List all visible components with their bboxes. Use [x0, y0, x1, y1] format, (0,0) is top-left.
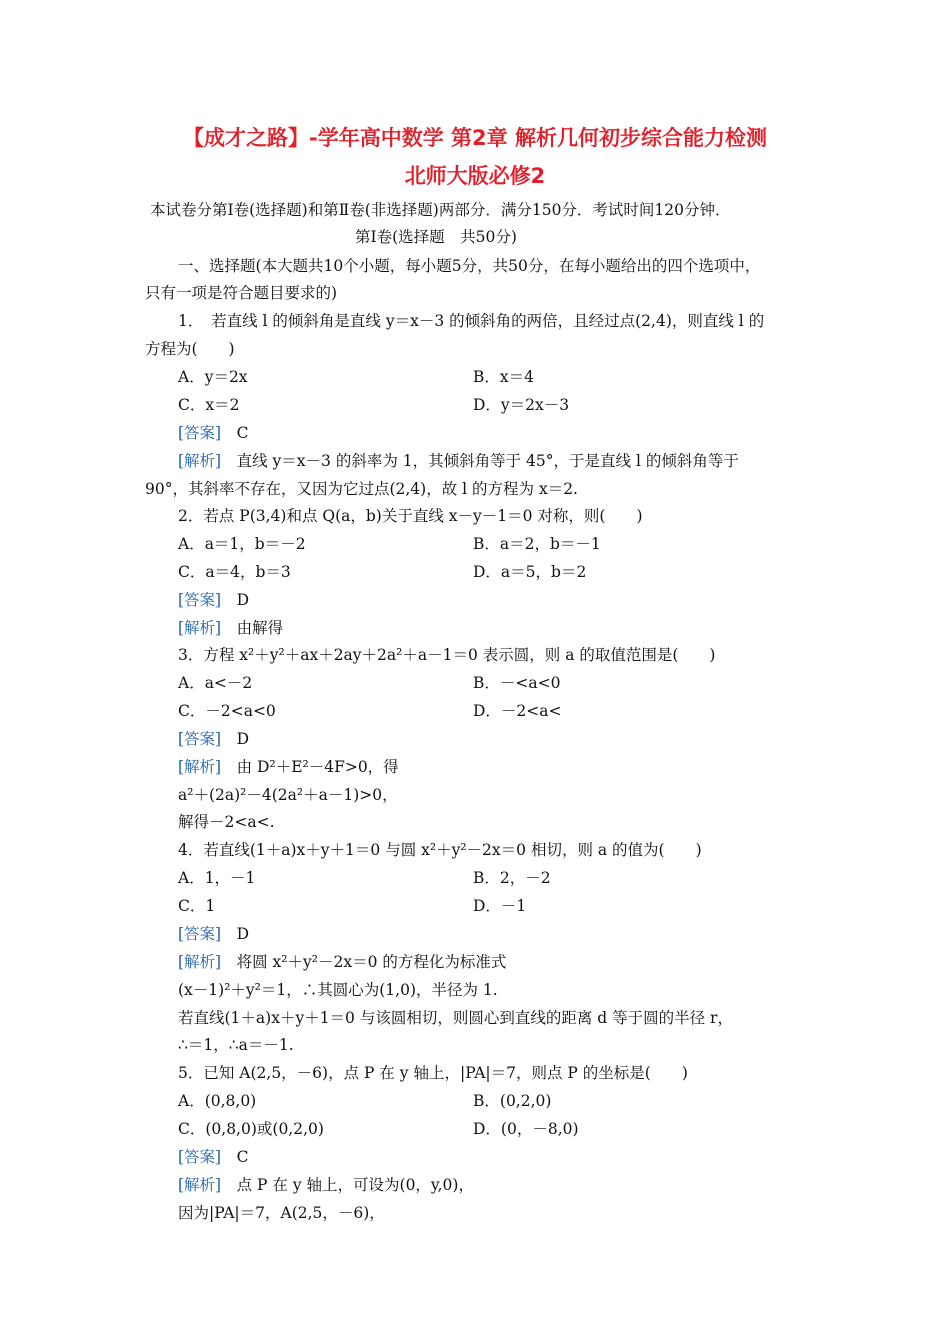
q5-option-c: C．(0,8,0)或(0,2,0)	[178, 1120, 324, 1138]
q2-analysis	[178, 618, 283, 638]
answer-tag: [答案]	[178, 925, 222, 943]
q5-answer-value: C	[236, 1148, 249, 1166]
q1-analysis-line1	[178, 451, 739, 471]
q3-answer	[178, 729, 249, 749]
q5-option-d: D．(0，－8,0)	[473, 1120, 579, 1138]
analysis-tag: [解析]	[178, 452, 222, 470]
q4-option-b: B．2，－2	[473, 869, 551, 887]
q1-option-c: C．x＝2	[178, 396, 240, 414]
q5-option-b: B．(0,2,0)	[473, 1092, 552, 1110]
q4-answer	[178, 924, 249, 944]
q3-answer-value: D	[236, 730, 250, 748]
answer-tag: [答案]	[178, 1148, 222, 1166]
doc-title-line1: 【成才之路】-学年高中数学 第2章 解析几何初步综合能力检测	[183, 126, 767, 150]
analysis-tag: [解析]	[178, 953, 222, 971]
q3-option-b: B．－<a<0	[473, 674, 561, 692]
q2-answer	[178, 590, 249, 610]
answer-tag: [答案]	[178, 730, 222, 748]
q3-option-c: C．－2<a<0	[178, 702, 276, 720]
section1-line1: 一、选择题(本大题共10个小题，每小题5分，共50分，在每小题给出的四个选项中，	[178, 257, 761, 275]
q3-option-a: A．a<－2	[178, 674, 253, 692]
q4-option-d: D．－1	[473, 897, 527, 915]
q4-answer-value: D	[236, 925, 250, 943]
q4-option-c: C．1	[178, 897, 216, 915]
q1-option-b: B．x＝4	[473, 368, 534, 386]
q1-analysis-line2: 90°，其斜率不存在，又因为它过点(2,4)，故 l 的方程为 x＝2.	[145, 480, 578, 498]
analysis-tag: [解析]	[178, 758, 222, 776]
q2-analysis-text: 由解得	[236, 619, 284, 637]
q4-analysis-line3: 若直线(1＋a)x＋y＋1＝0 与该圆相切，则圆心到直线的距离 d 等于圆的半径 r，	[178, 1009, 733, 1027]
q2-option-a: A．a＝1，b＝－2	[178, 535, 306, 553]
q3-analysis-line2: a²＋(2a)²－4(2a²＋a－1)>0，	[178, 786, 398, 804]
q4-stem: 4．若直线(1＋a)x＋y＋1＝0 与圆 x²＋y²－2x＝0 相切，则 a 的值为( )	[178, 841, 702, 859]
q2-option-b: B．a＝2，b＝－1	[473, 535, 601, 553]
q4-analysis-line4: ∴＝1，∴a＝－1.	[178, 1036, 294, 1054]
q4-analysis-line2: (x－1)²＋y²＝1，∴其圆心为(1,0)，半径为 1.	[178, 981, 498, 999]
q3-analysis-line1	[178, 757, 399, 777]
q2-answer-value: D	[236, 591, 250, 609]
q5-analysis-text1: 点 P 在 y 轴上，可设为(0，y,0)，	[236, 1176, 474, 1194]
q5-analysis-line1	[178, 1175, 474, 1195]
q4-analysis-line1	[178, 952, 506, 972]
q4-option-a: A．1，－1	[178, 869, 256, 887]
section1-line2: 只有一项是符合题目要求的)	[145, 284, 338, 302]
answer-tag: [答案]	[178, 424, 222, 442]
q4-analysis-text1: 将圆 x²＋y²－2x＝0 的方程化为标准式	[236, 953, 507, 971]
part1-heading: 第Ⅰ卷(选择题 共50分)	[355, 228, 517, 246]
q5-option-a: A．(0,8,0)	[178, 1092, 257, 1110]
doc-title-line2: 北师大版必修2	[404, 164, 546, 188]
q3-analysis-line3: 解得－2<a<.	[178, 813, 275, 831]
q1-option-d: D．y＝2x－3	[473, 396, 570, 414]
q1-option-a: A．y＝2x	[178, 368, 248, 386]
q1-answer-value: C	[236, 424, 249, 442]
q2-option-c: C．a＝4，b＝3	[178, 563, 291, 581]
q5-answer	[178, 1147, 249, 1167]
q3-option-d: D．－2<a<	[473, 702, 562, 720]
q1-stem-line2: 方程为( )	[145, 340, 235, 358]
q5-analysis-line2: 因为|PA|＝7，A(2,5，－6)，	[178, 1204, 385, 1222]
answer-tag: [答案]	[178, 591, 222, 609]
q1-answer	[178, 423, 249, 443]
analysis-tag: [解析]	[178, 619, 222, 637]
q3-analysis-text1: 由 D²＋E²－4F>0，得	[236, 758, 399, 776]
q1-stem-line1: 1． 若直线 l 的倾斜角是直线 y＝x－3 的倾斜角的两倍，且经过点(2,4)，则直线 l 的	[178, 312, 765, 330]
analysis-tag: [解析]	[178, 1176, 222, 1194]
q1-analysis-text1: 直线 y＝x－3 的斜率为 1，其倾斜角等于 45°，于是直线 l 的倾斜角等于	[236, 452, 739, 470]
q3-stem: 3．方程 x²＋y²＋ax＋2ay＋2a²＋a－1＝0 表示圆，则 a 的取值范围是( )	[178, 646, 716, 664]
q2-stem: 2．若点 P(3,4)和点 Q(a，b)关于直线 x－y－1＝0 对称，则( )	[178, 507, 643, 525]
q2-option-d: D．a＝5，b＝2	[473, 563, 587, 581]
intro-text: 本试卷分第Ⅰ卷(选择题)和第Ⅱ卷(非选择题)两部分．满分150分．考试时间120分钟．	[150, 201, 731, 219]
q5-stem: 5．已知 A(2,5，－6)，点 P 在 y 轴上，|PA|＝7，则点 P 的坐标是( )	[178, 1064, 688, 1082]
